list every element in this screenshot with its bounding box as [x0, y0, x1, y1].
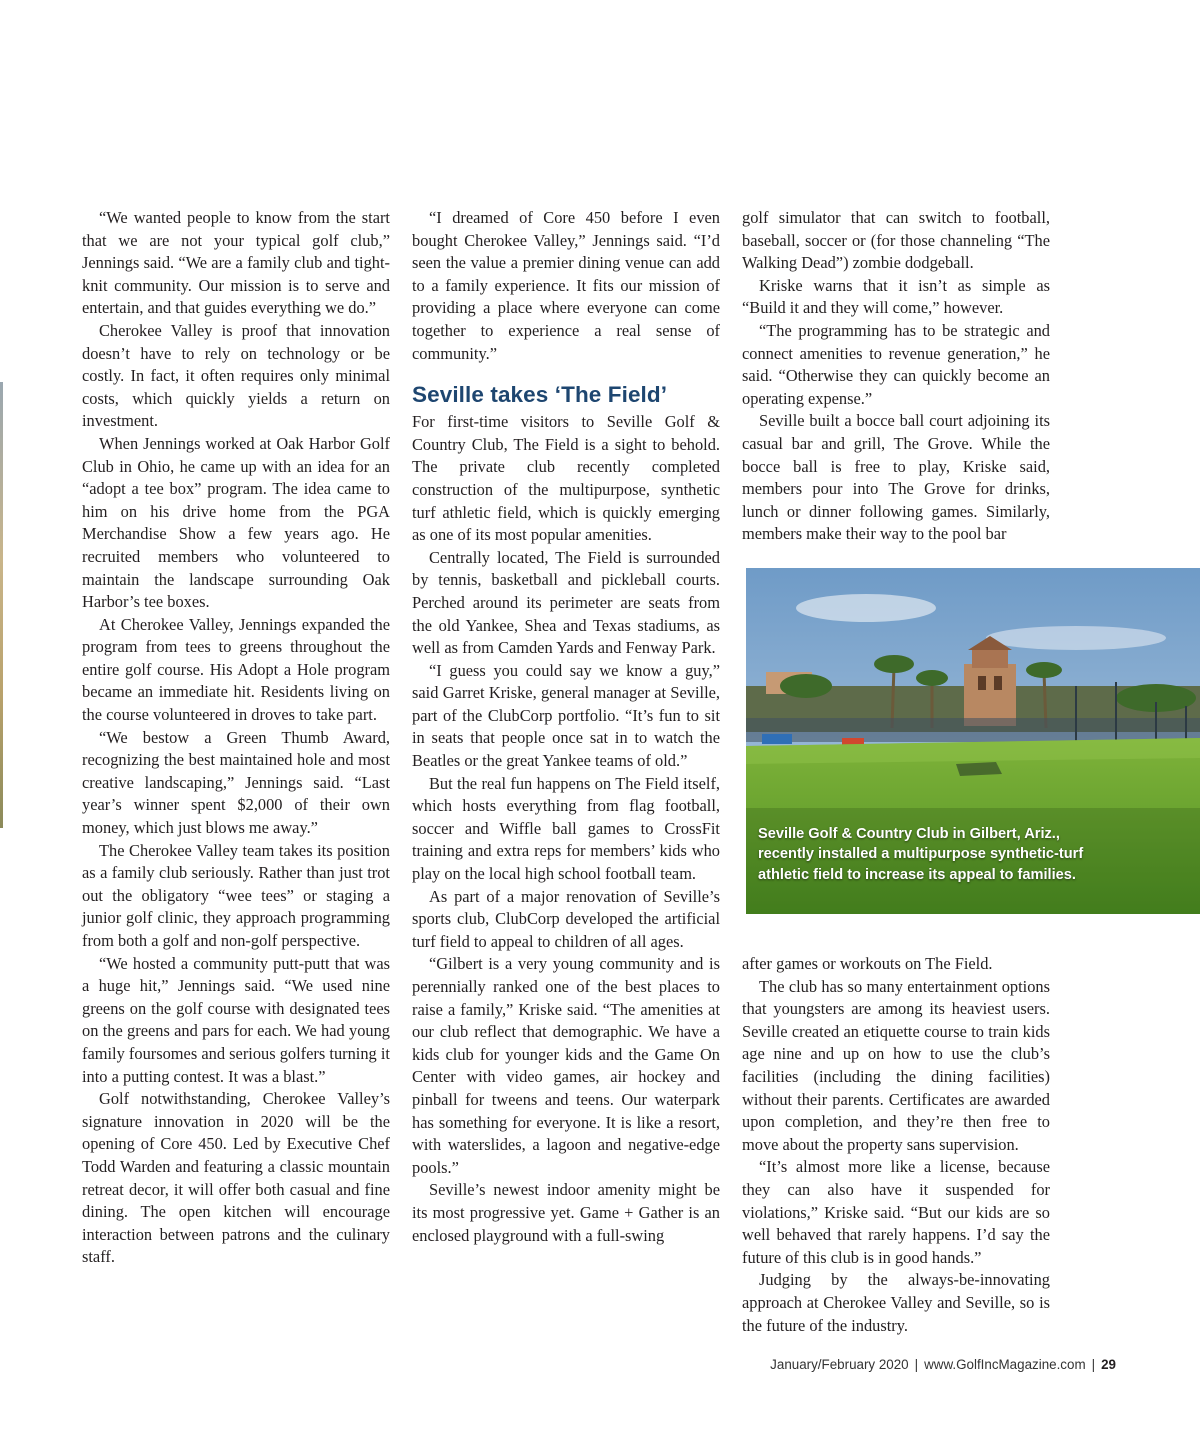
- body-paragraph: “It’s almost more like a license, because they can also have it suspended for violations,” Kriske said. “But our kids are so well behaved that rarely happens. I’d say the future of this club is in good hands.”: [742, 1157, 1050, 1267]
- body-paragraph: At Cherokee Valley, Jennings expanded the program from tees to greens throughout the entire golf course. His Adopt a Hole program became an immediate hit. Residents living on the course volunteered in droves to take part.: [82, 614, 390, 725]
- body-paragraph: Cherokee Valley is proof that innovation doesn’t have to rely on technology or be costly. In fact, it often requires only minimal costs, which quickly yields a return on investment.: [82, 320, 390, 431]
- page-footer: [770, 1357, 1116, 1372]
- body-paragraph: “We wanted people to know from the start that we are not your typical golf club,” Jennings said. “We are a family club and tight-knit community. Our mission is to serve and entertain, and that guides everything we do.”: [82, 208, 390, 318]
- body-paragraph: golf simulator that can switch to football, baseball, soccer or (for those channeling “The Walking Dead”) zombie dodgeball.: [742, 208, 1050, 273]
- body-paragraph: The Cherokee Valley team takes its position as a family club seriously. Rather than just trot out the obligatory “wee tees” or staging a junior golf clinic, they approach programming from both a golf and non-golf perspective.: [82, 840, 390, 950]
- column-3-bottom: [742, 953, 1050, 1337]
- body-paragraph: The club has so many entertainment options that youngsters are among its heaviest users. Seville created an etiquette course to train kids age nine and up on how to use the club’s facilities (including the dining facilities) without their parents. Certificates are awarded upon completion, and they’re then free to move about the property sans supervision.: [742, 976, 1050, 1154]
- photo-caption: Seville Golf & Country Club in Gilbert, Ariz., recently installed a multipurpose synthetic-turf athletic field to increase its appeal to families.: [758, 826, 1084, 883]
- article-column-2: [412, 207, 720, 1247]
- body-paragraph: Judging by the always-be-innovating approach at Cherokee Valley and Seville, so is the future of the industry.: [742, 1270, 1050, 1335]
- body-paragraph: “Gilbert is a very young community and is perennially ranked one of the best places to raise a family,” Kriske said. “The amenities at our club reflect that demographic. We have a kids club for younger kids and the Game On Center with video games, air hockey and pinball for tweens and teens. Our waterpark has something for everyone. It is like a resort, with waterslides, a lagoon and negative-edge pools.”: [412, 954, 720, 1177]
- footer-separator: |: [1091, 1357, 1096, 1372]
- body-paragraph: “We hosted a community putt-putt that was a huge hit,” Jennings said. “We used nine greens on the golf course with designated tees on the greens and pars for each. We had young family foursomes and serious golfers turning it into a putting contest. It was a blast.”: [82, 953, 390, 1086]
- field-photo: [746, 568, 1200, 914]
- website-link[interactable]: www.GolfIncMagazine.com: [924, 1357, 1086, 1372]
- issue-date: January/February 2020: [770, 1357, 909, 1372]
- body-paragraph: Kriske warns that it isn’t as simple as “Build it and they will come,” however.: [742, 275, 1050, 318]
- body-paragraph: “I dreamed of Core 450 before I even bought Cherokee Valley,” Jennings said. “I’d seen the value a premier dining venue can add to a family experience. It fits our mission of providing a place where everyone can come together to experience a real sense of community.”: [412, 208, 720, 363]
- body-paragraph: Seville built a bocce ball court adjoining its casual bar and grill, The Grove. While the bocce ball is free to play, Kriske said, members pour into The Grove for drinks, lunch or dinner following games. Similarly, members make their way to the pool bar: [742, 411, 1050, 544]
- column-3-top: [742, 207, 1050, 547]
- body-paragraph: Golf notwithstanding, Cherokee Valley’s signature innovation in 2020 will be the opening of Core 450. Led by Executive Chef Todd Warden and featuring a classic mountain retreat decor, it will offer both casual and fine dining. The open kitchen will encourage interaction between patrons and the culinary staff.: [82, 1089, 390, 1267]
- body-paragraph: “We bestow a Green Thumb Award, recognizing the best maintained hole and most creative landscaping,” Jennings said. “Last year’s winner spent $2,000 of their own money, which just blows me away.”: [82, 727, 390, 838]
- section-heading: Seville takes ‘The Field’: [412, 382, 668, 408]
- body-paragraph: “The programming has to be strategic and connect amenities to revenue generation,” he said. “Otherwise they can quickly become an operating expense.”: [742, 320, 1050, 408]
- body-paragraph: When Jennings worked at Oak Harbor Golf Club in Ohio, he came up with an idea for an “adopt a tee box” program. The idea came to him on his drive home from the PGA Merchandise Show a few years ago. He recruited members who volunteered to maintain the landscape surrounding Oak Harbor’s tee boxes.: [82, 433, 390, 612]
- body-paragraph: Centrally located, The Field is surrounded by tennis, basketball and pickleball courts. Perched around its perimeter are seats from the old Yankee, Shea and Texas stadiums, as well as from Camden Yards and Fenway Park.: [412, 547, 720, 658]
- body-paragraph: after games or workouts on The Field.: [742, 954, 993, 973]
- page-number: 29: [1101, 1357, 1116, 1372]
- body-paragraph: For first-time visitors to Seville Golf & Country Club, The Field is a sight to behold. The private club recently completed construction of the multipurpose, synthetic turf athletic field, which is quickly emerging as one of its most popular amenities.: [412, 412, 720, 545]
- body-paragraph: Seville’s newest indoor amenity might be its most progressive yet. Game + Gather is an enclosed playground with a full-swing: [412, 1180, 720, 1245]
- body-paragraph: “I guess you could say we know a guy,” said Garret Kriske, general manager at Seville, part of the ClubCorp portfolio. “It’s fun to sit in seats that people once sat in to watch the Beatles or the great Yankee teams of old.”: [412, 660, 720, 771]
- adjacent-photo-edge: [0, 382, 3, 828]
- body-paragraph: But the real fun happens on The Field itself, which hosts everything from flag football, soccer and Wiffle ball games to CrossFit training and extra reps for members’ kids who play on the local high school football team.: [412, 773, 720, 884]
- footer-separator: |: [914, 1357, 919, 1372]
- body-paragraph: As part of a major renovation of Seville’s sports club, ClubCorp developed the artificial turf field to appeal to children of all ages.: [412, 886, 720, 951]
- article-column-1: [82, 207, 390, 1269]
